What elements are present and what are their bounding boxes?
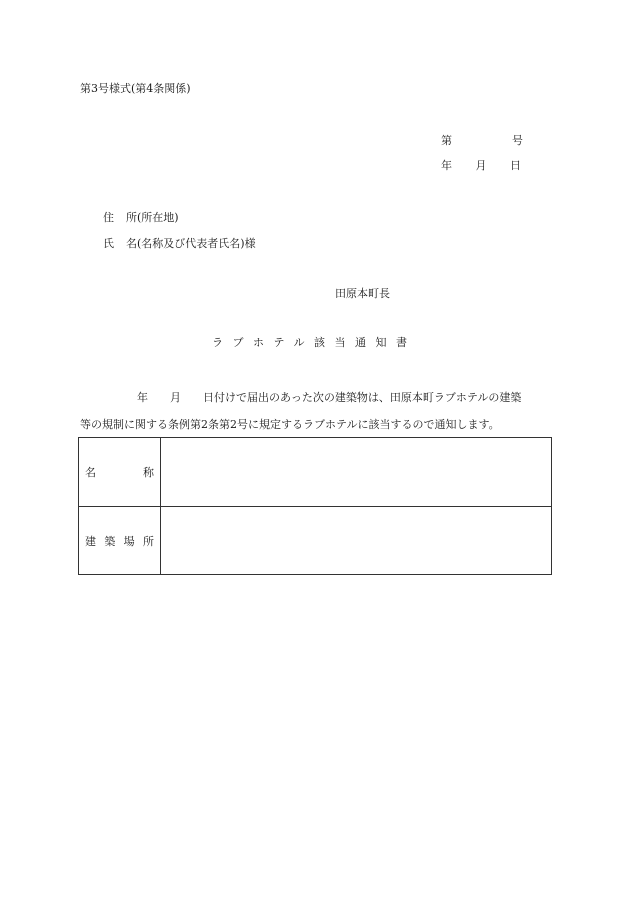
document-number-prefix: 第 [441,134,452,147]
body-text-line-1 [80,389,521,405]
body-month-label: 月 [170,391,181,404]
body-text-line-2: 等の規制に関する条例第2条第2号に規定するラブホテルに該当するので通知します。 [80,418,500,431]
date-day-label: 日 [510,159,521,172]
body-text-rest: 日付けで届出のあった次の建築物は、田原本町ラブホテルの建築 [203,391,522,404]
label-char: 建 [85,534,96,548]
label-char: 称 [143,466,154,479]
location-row-label [79,507,161,575]
recipient-address [103,209,179,225]
recipient-name [103,235,256,251]
label-char: 場 [123,534,135,548]
table-row [79,438,552,507]
date-month-label: 月 [475,159,487,172]
name-label-char: 氏 [103,237,114,250]
issuer-name: 田原本町長 [335,287,390,300]
document-number-suffix: 号 [512,134,523,147]
location-value-cell[interactable] [161,507,552,575]
name-row-label [79,438,161,507]
form-number: 第3号様式(第4条関係) [80,82,191,95]
body-year-label: 年 [137,391,148,404]
label-char: 築 [104,534,116,548]
address-label-char: 住 [103,211,114,224]
address-label: 所(所在地) [126,211,179,224]
issue-date [441,157,521,173]
date-year-label: 年 [441,159,452,172]
table-row [79,507,552,575]
document-number [441,132,523,148]
label-char: 所 [142,534,154,548]
name-label: 名(名称及び代表者氏名)様 [126,237,256,250]
label-char: 名 [85,466,96,479]
name-value-cell[interactable] [161,438,552,507]
document-title: ラブホテル該当通知書 [212,336,417,349]
building-info-table [78,437,552,575]
